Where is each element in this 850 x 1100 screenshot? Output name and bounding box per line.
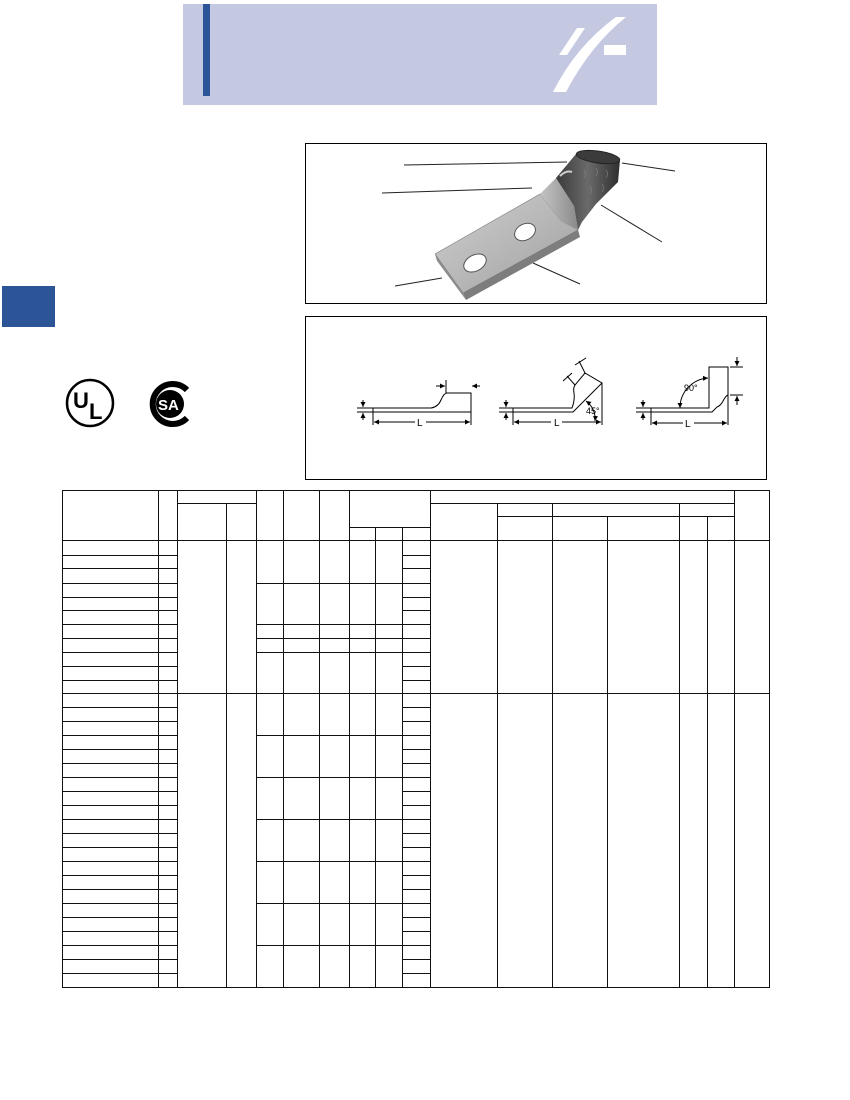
header-cell: [350, 528, 376, 541]
table-cell: [284, 862, 320, 904]
table-cell: [284, 778, 320, 820]
table-cell: [63, 764, 159, 778]
table-cell: [403, 653, 431, 667]
table-cell: [159, 806, 178, 820]
table-cell: [63, 820, 159, 834]
table-cell: [350, 946, 376, 988]
table-cell: [159, 667, 178, 681]
table-cell: [403, 778, 431, 792]
table-cell: [350, 584, 376, 625]
table-cell: [63, 904, 159, 918]
table-cell: [553, 694, 608, 988]
table-cell: [159, 876, 178, 890]
table-cell: [376, 541, 403, 584]
header-cell: [63, 491, 159, 541]
header-group-cell: [431, 491, 735, 504]
table-cell: [350, 820, 376, 862]
table-cell: [63, 722, 159, 736]
header-group-cell: [680, 504, 735, 517]
header-group-cell: [178, 491, 257, 504]
header-cell: [431, 504, 498, 541]
table-cell: [159, 694, 178, 708]
table-cell: [403, 960, 431, 974]
table-cell: [257, 820, 284, 862]
header-cell: [178, 504, 227, 541]
table-cell: [376, 694, 403, 736]
table-cell: [257, 639, 284, 653]
header-cell: [680, 517, 708, 541]
product-photo-frame: [305, 143, 767, 304]
table-cell: [159, 932, 178, 946]
table-cell: [284, 694, 320, 736]
table-cell: [498, 694, 553, 988]
table-cell: [159, 792, 178, 806]
table-cell: [680, 694, 708, 988]
section-tab: [2, 286, 55, 327]
table-cell: [735, 694, 770, 988]
table-cell: [63, 960, 159, 974]
table-cell: [403, 569, 431, 584]
table-row: [63, 541, 770, 556]
table-cell: [63, 584, 159, 598]
table-cell: [403, 792, 431, 806]
table-cell: [159, 862, 178, 876]
table-row: [63, 694, 770, 708]
table-cell: [63, 750, 159, 764]
table-cell: [376, 625, 403, 639]
header-cell: [498, 504, 553, 517]
header-cell: [403, 528, 431, 541]
table-cell: [257, 584, 284, 625]
table-cell: [63, 708, 159, 722]
table-cell: [376, 778, 403, 820]
table-cell: [403, 974, 431, 988]
length-label: L: [417, 418, 423, 429]
header-cell: [553, 517, 608, 541]
table-cell: [63, 541, 159, 556]
table-cell: [376, 946, 403, 988]
spec-table-body: [63, 541, 770, 988]
table-cell: [284, 736, 320, 778]
table-cell: [159, 611, 178, 625]
table-cell: [63, 736, 159, 750]
svg-text:L: L: [89, 399, 103, 424]
table-cell: [178, 694, 227, 988]
table-cell: [159, 541, 178, 556]
table-cell: [63, 946, 159, 960]
table-cell: [159, 848, 178, 862]
header-cell: [284, 491, 320, 541]
table-cell: [403, 611, 431, 625]
header-group-cell: [553, 504, 680, 517]
table-cell: [403, 848, 431, 862]
table-cell: [159, 750, 178, 764]
length-label: L: [685, 419, 691, 430]
table-cell: [63, 639, 159, 653]
angle-label: 90°: [684, 383, 698, 393]
table-cell: [284, 584, 320, 625]
table-cell: [403, 946, 431, 960]
table-cell: [63, 598, 159, 611]
table-cell: [403, 834, 431, 848]
table-cell: [257, 625, 284, 639]
table-cell: [257, 541, 284, 584]
table-cell: [159, 890, 178, 904]
table-cell: [403, 708, 431, 722]
table-cell: [403, 541, 431, 556]
table-cell: [320, 946, 350, 988]
table-cell: [680, 541, 708, 694]
table-cell: [159, 584, 178, 598]
table-cell: [403, 918, 431, 932]
table-cell: [257, 946, 284, 988]
table-cell: [350, 639, 376, 653]
table-cell: [159, 556, 178, 569]
table-cell: [376, 736, 403, 778]
table-cell: [735, 541, 770, 694]
table-cell: [159, 736, 178, 750]
table-cell: [350, 862, 376, 904]
table-cell: [320, 541, 350, 584]
table-cell: [159, 681, 178, 694]
table-cell: [553, 541, 608, 694]
table-cell: [63, 681, 159, 694]
table-cell: [257, 653, 284, 694]
table-cell: [63, 806, 159, 820]
table-cell: [159, 946, 178, 960]
table-cell: [320, 820, 350, 862]
table-cell: [63, 862, 159, 876]
header-group-cell: [350, 491, 431, 528]
table-cell: [227, 694, 257, 988]
table-cell: [63, 667, 159, 681]
table-cell: [320, 625, 350, 639]
table-cell: [403, 862, 431, 876]
table-cell: [159, 708, 178, 722]
table-cell: [350, 653, 376, 694]
svg-text:SA: SA: [158, 397, 179, 414]
table-cell: [403, 806, 431, 820]
table-cell: [284, 904, 320, 946]
header-cell: [320, 491, 350, 541]
table-cell: [350, 904, 376, 946]
table-cell: [403, 904, 431, 918]
table-cell: [257, 778, 284, 820]
table-cell: [257, 862, 284, 904]
header-cell: [498, 517, 553, 541]
table-cell: [159, 820, 178, 834]
table-cell: [284, 541, 320, 584]
table-cell: [63, 778, 159, 792]
table-cell: [403, 598, 431, 611]
company-swoosh-logo-icon: [183, 4, 657, 105]
ul-listed-icon: [62, 376, 118, 432]
angle-label: 45°: [586, 406, 600, 416]
table-cell: [708, 694, 735, 988]
table-cell: [63, 556, 159, 569]
table-cell: [403, 764, 431, 778]
table-cell: [284, 625, 320, 639]
table-cell: [63, 848, 159, 862]
header-cell: [608, 517, 680, 541]
table-cell: [403, 932, 431, 946]
table-cell: [350, 541, 376, 584]
dimension-diagrams-frame: [305, 316, 767, 480]
table-cell: [63, 694, 159, 708]
header-cell: [227, 504, 257, 541]
table-cell: [159, 598, 178, 611]
table-cell: [608, 541, 680, 694]
table-cell: [431, 694, 498, 988]
table-cell: [63, 834, 159, 848]
table-cell: [63, 876, 159, 890]
table-cell: [257, 694, 284, 736]
table-cell: [320, 736, 350, 778]
spec-table: [62, 490, 770, 988]
header-cell: [376, 528, 403, 541]
table-cell: [403, 820, 431, 834]
table-cell: [376, 904, 403, 946]
table-cell: [403, 681, 431, 694]
header-cell: [159, 491, 178, 541]
table-cell: [498, 541, 553, 694]
table-cell: [159, 904, 178, 918]
table-cell: [403, 890, 431, 904]
table-cell: [350, 736, 376, 778]
table-cell: [159, 653, 178, 667]
table-cell: [159, 722, 178, 736]
compression-lug-photo: [305, 143, 767, 304]
table-cell: [63, 611, 159, 625]
csa-certified-icon: [144, 378, 196, 430]
table-cell: [320, 639, 350, 653]
header-cell: [257, 491, 284, 541]
table-cell: [257, 904, 284, 946]
table-cell: [159, 918, 178, 932]
table-cell: [320, 862, 350, 904]
table-cell: [376, 820, 403, 862]
table-cell: [320, 653, 350, 694]
table-cell: [159, 834, 178, 848]
table-cell: [608, 694, 680, 988]
table-cell: [403, 584, 431, 598]
table-cell: [159, 569, 178, 584]
table-cell: [403, 625, 431, 639]
table-cell: [63, 890, 159, 904]
table-cell: [63, 932, 159, 946]
table-cell: [63, 792, 159, 806]
table-cell: [403, 639, 431, 653]
table-cell: [350, 694, 376, 736]
table-cell: [403, 694, 431, 708]
svg-text:U: U: [73, 388, 89, 413]
table-cell: [320, 778, 350, 820]
table-cell: [376, 862, 403, 904]
table-cell: [63, 974, 159, 988]
table-cell: [257, 736, 284, 778]
table-cell: [227, 541, 257, 694]
table-cell: [159, 960, 178, 974]
table-cell: [159, 778, 178, 792]
table-cell: [350, 778, 376, 820]
header-cell: [735, 491, 770, 541]
table-cell: [403, 876, 431, 890]
table-cell: [403, 667, 431, 681]
table-cell: [63, 625, 159, 639]
table-cell: [431, 541, 498, 694]
table-cell: [320, 904, 350, 946]
table-cell: [284, 820, 320, 862]
length-label: L: [554, 418, 560, 429]
table-cell: [376, 584, 403, 625]
table-cell: [284, 639, 320, 653]
table-cell: [159, 764, 178, 778]
table-cell: [403, 722, 431, 736]
table-cell: [159, 974, 178, 988]
table-cell: [376, 653, 403, 694]
table-cell: [350, 625, 376, 639]
header-banner: [183, 4, 657, 105]
table-cell: [178, 541, 227, 694]
table-cell: [284, 653, 320, 694]
table-cell: [708, 541, 735, 694]
table-cell: [159, 639, 178, 653]
header-cell: [708, 517, 735, 541]
table-cell: [284, 946, 320, 988]
table-cell: [403, 556, 431, 569]
table-cell: [320, 584, 350, 625]
dimension-diagrams: [305, 316, 767, 480]
table-cell: [403, 736, 431, 750]
table-cell: [320, 694, 350, 736]
table-cell: [63, 653, 159, 667]
table-cell: [159, 625, 178, 639]
table-cell: [376, 639, 403, 653]
table-cell: [63, 918, 159, 932]
table-cell: [63, 569, 159, 584]
table-cell: [403, 750, 431, 764]
